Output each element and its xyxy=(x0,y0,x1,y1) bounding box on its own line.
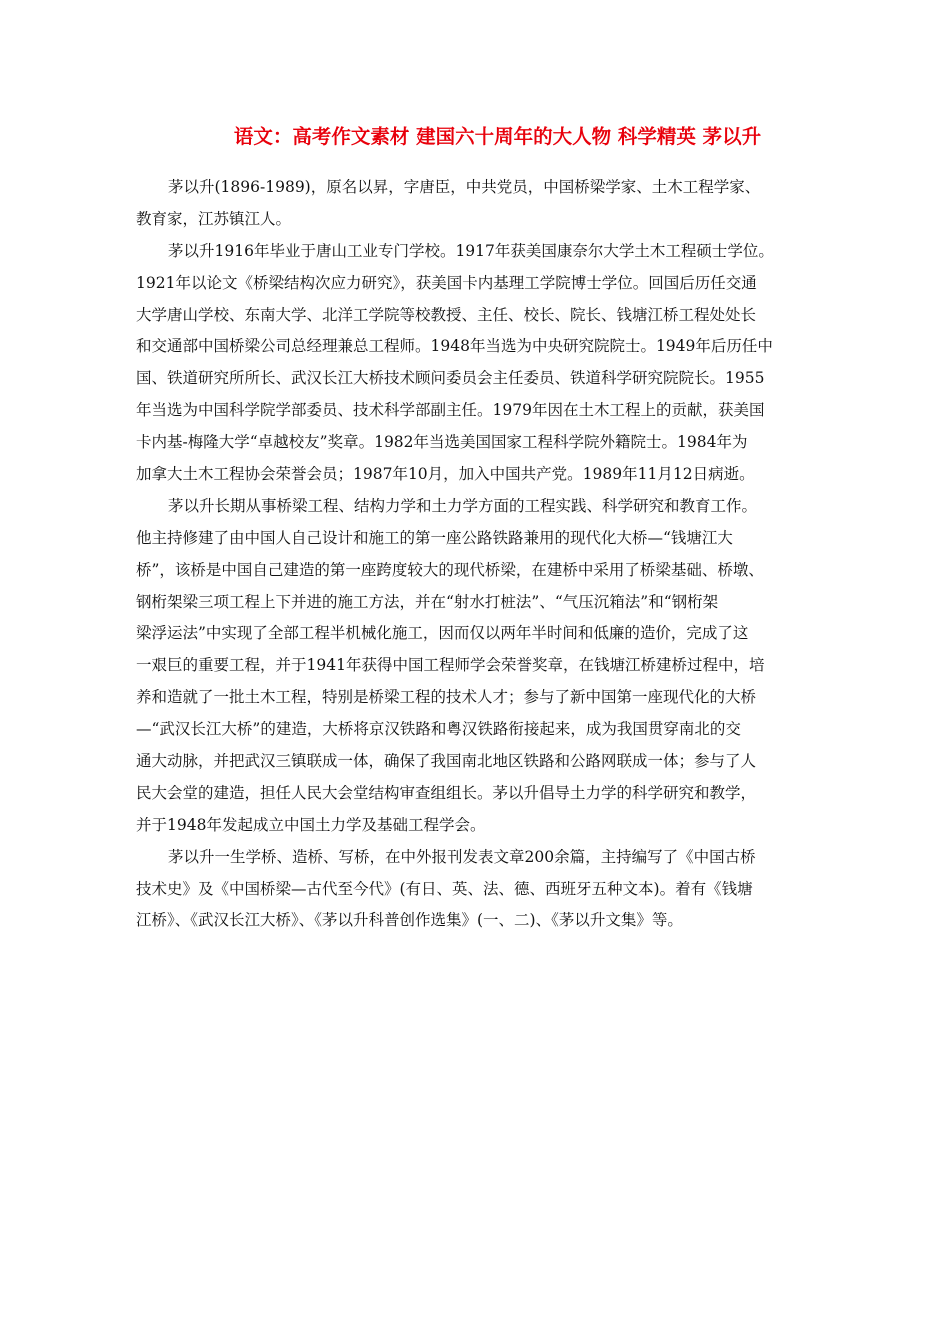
text-line: 大学唐山学校、东南大学、北洋工学院等校教授、主任、校长、院长、钱塘江桥工程处处长 xyxy=(136,305,757,324)
text-line: 国、铁道研究所所长、武汉长江大桥技术顾问委员会主任委员、铁道科学研究院院长。1955 xyxy=(136,369,765,388)
text-line: 茅以升一生学桥、造桥、写桥，在中外报刊发表文章200余篇，主持编写了《中国古桥 xyxy=(168,847,756,866)
text-line: 民大会堂的建造，担任人民大会堂结构审查组组长。茅以升倡导土力学的科学研究和教学， xyxy=(136,783,757,802)
text-line: 茅以升长期从事桥梁工程、结构力学和土力学方面的工程实践、科学研究和教育工作。 xyxy=(168,496,758,515)
document-body xyxy=(136,172,822,937)
text-line: 加拿大土木工程协会荣誉会员；1987年10月，加入中国共产党。1989年11月12日病逝。 xyxy=(136,465,755,484)
text-line: 他主持修建了由中国人自己设计和施工的第一座公路铁路兼用的现代化大桥—“钱塘江大 xyxy=(136,528,733,547)
text-line: 1921年以论文《桥梁结构次应力研究》，获美国卡内基理工学院博士学位。回国后历任交通 xyxy=(136,273,757,292)
text-line: 通大动脉，并把武汉三镇联成一体，确保了我国南北地区铁路和公路网联成一体；参与了人 xyxy=(136,752,757,771)
text-line: 桥”，该桥是中国自己建造的第一座跨度较大的现代桥梁，在建桥中采用了桥梁基础、桥墩、 xyxy=(136,560,764,579)
text-line: 茅以升(1896-1989)，原名以昇，字唐臣，中共党员，中国桥梁学家、土木工程学家、 xyxy=(168,178,761,196)
text-line: 一艰巨的重要工程，并于1941年获得中国工程师学会荣誉奖章，在钱塘江桥建桥过程中，培 xyxy=(136,656,765,675)
text-line: 和交通部中国桥梁公司总经理兼总工程师。1948年当选为中央研究院院士。1949年后历任中 xyxy=(136,337,773,356)
text-line: 卡内基-梅隆大学“卓越校友”奖章。1982年当选美国国家工程科学院外籍院士。1984年为 xyxy=(136,433,748,452)
text-line: 茅以升1916年毕业于唐山工业专门学校。1917年获美国康奈尔大学土木工程硕士学位。 xyxy=(168,241,774,260)
text-line: —“武汉长江大桥”的建造，大桥将京汉铁路和粤汉铁路衔接起来，成为我国贯穿南北的交 xyxy=(136,720,741,739)
text-line: 并于1948年发起成立中国土力学及基础工程学会。 xyxy=(136,815,486,834)
text-line: 梁浮运法”中实现了全部工程半机械化施工，因而仅以两年半时间和低廉的造价，完成了这 xyxy=(136,624,749,643)
text-line: 养和造就了一批土木工程，特别是桥梁工程的技术人才；参与了新中国第一座现代化的大桥 xyxy=(136,688,757,707)
text-line: 江桥》、《武汉长江大桥》、《茅以升科普创作选集》(一、二)、《茅以升文集》等。 xyxy=(136,911,683,930)
text-line: 技术史》及《中国桥梁—古代至今代》(有日、英、法、德、西班牙五种文本)。着有《钱塘 xyxy=(136,879,753,898)
text-line: 教育家，江苏镇江人。 xyxy=(136,209,292,228)
document-title: 语文：高考作文素材 建国六十周年的大人物 科学精英 茅以升 xyxy=(233,125,762,148)
text-line: 钢桁架梁三项工程上下并进的施工方法，并在“射水打桩法”、“气压沉箱法”和“钢桁架 xyxy=(136,592,719,611)
text-line: 年当选为中国科学院学部委员、技术科学部副主任。1979年因在土木工程上的贡献，获美国 xyxy=(136,401,765,420)
